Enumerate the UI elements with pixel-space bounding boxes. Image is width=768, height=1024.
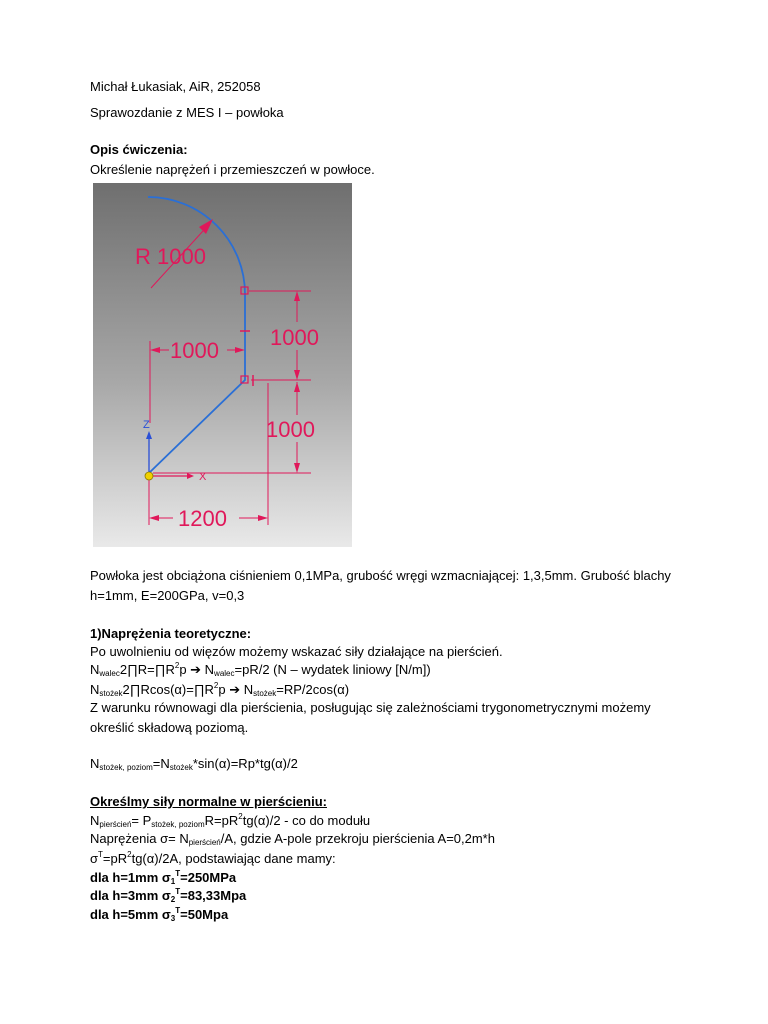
- z-axis-label: Z: [143, 419, 150, 431]
- dimension-label-bottom-right: 1000: [266, 417, 315, 442]
- section1-line-4: Z warunku równowagi dla pierścienia, posługując się zależnościami trygonometrycznymi możemy: [90, 700, 651, 715]
- stress-definition-line: Naprężenia $\sigma= N_{pierścień}/A$, gdzie A-pole przekroju pierścienia A=0,2m*h: [90, 831, 495, 847]
- dimension-label-top-right: 1000: [270, 325, 319, 350]
- section1-line-5: określić składową poziomą.: [90, 720, 249, 735]
- author-line: Michał Łukasiak, AiR, 252058: [90, 79, 261, 94]
- params-line-2: h=1mm, E=200GPa, v=0,3: [90, 588, 245, 603]
- shell-drawing: [93, 183, 352, 547]
- intro-heading: Opis ćwiczenia:: [90, 142, 188, 157]
- intro-text: Określenie naprężeń i przemieszczeń w powłoce.: [90, 162, 375, 177]
- result-line: dla h=5mm $\sigma_3^T=50Mpa$: [90, 906, 229, 923]
- dimension-label-bottom: 1200: [178, 506, 227, 531]
- dimension-label-horizontal: 1000: [170, 338, 219, 363]
- section2-heading: Określmy siły normalne w pierścieniu:: [90, 794, 327, 809]
- shell-drawing-figure: [93, 183, 352, 547]
- section1-heading: 1)Naprężenia teoretyczne:: [90, 626, 252, 641]
- result-line: dla h=3mm $\sigma_2^T=83,33Mpa$: [90, 887, 247, 904]
- stress-formula-line: $\sigma^T=pR^2tg(\alpha)/2A$, podstawiając dane mamy:: [90, 850, 336, 866]
- n-poziom-equation: $N_{stożek, poziom}=N_{stożek}*\sin(\alpha)=Rp*tg(\alpha)/2$: [90, 756, 298, 772]
- n-stozek-equation: $N_{stożek}2\prod Rcos(\alpha)=\prod R^2p$ ➔ $N_{stożek}=RP/2\cos(\alpha)$: [90, 681, 350, 698]
- figure-background: [93, 183, 352, 547]
- section1-line-1: Po uwolnieniu od więzów możemy wskazać siły działające na pierścień.: [90, 644, 503, 659]
- origin-marker: [145, 472, 153, 480]
- x-axis-label: X: [199, 471, 207, 483]
- report-title: Sprawozdanie z MES I – powłoka: [90, 105, 284, 120]
- n-pierscien-equation: $N_{pierścień}= P_{stożek, poziom}R=pR^2tg(\alpha)/2$ - co do modułu: [90, 812, 371, 829]
- result-line: dla h=1mm $\sigma_1^T=250MPa$: [90, 869, 237, 886]
- n-walec-equation: $N_{walec}2\prod R=\prod R^2p$ ➔ $N_{walec}=pR/2$ (N – wydatek liniowy [N/m]): [90, 661, 431, 678]
- radius-label: R 1000: [135, 244, 206, 269]
- params-line-1: Powłoka jest obciążona ciśnieniem 0,1MPa, grubość wręgi wzmacniającej: 1,3,5mm. Grubość blachy: [90, 568, 671, 583]
